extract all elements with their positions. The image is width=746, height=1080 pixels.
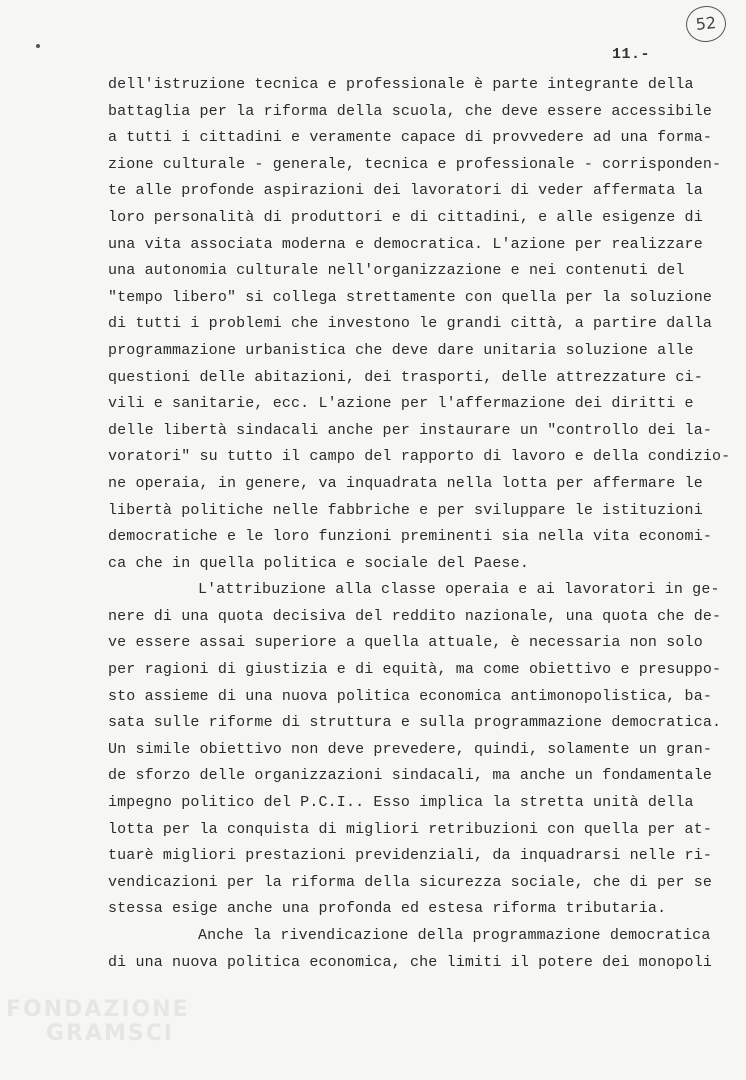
archive-watermark — [6, 998, 206, 1046]
page-number: 11.- — [612, 46, 651, 63]
text-line: ca che in quella politica e sociale del Paese. — [108, 554, 529, 572]
text-line: ne operaia, in genere, va inquadrata nella lotta per affermare le — [108, 474, 703, 492]
typed-body-text — [108, 72, 731, 976]
text-line: Un simile obiettivo non deve prevedere, quindi, solamente un gran- — [108, 740, 712, 758]
text-line: sata sulle riforme di struttura e sulla programmazione democratica. — [108, 714, 722, 732]
text-line: per ragioni di giustizia e di equità, ma come obiettivo e presuppo- — [108, 661, 722, 679]
text-line: di una nuova politica economica, che limiti il potere dei monopoli — [108, 953, 712, 971]
ink-mark — [36, 44, 40, 48]
text-line: a tutti i cittadini e veramente capace di provvedere ad una forma- — [108, 129, 712, 147]
text-line: ve essere assai superiore a quella attuale, è necessaria non solo — [108, 634, 703, 652]
text-line: nere di una quota decisiva del reddito nazionale, una quota che de- — [108, 607, 722, 625]
text-line: tuarè migliori prestazioni previdenziali, da inquadrarsi nelle ri- — [108, 847, 712, 865]
text-line: zione culturale - generale, tecnica e professionale - corrisponden- — [108, 155, 722, 173]
text-line: impegno politico del P.C.I.. Esso implica la stretta unità della — [108, 794, 694, 812]
text-line: una vita associata moderna e democratica. L'azione per realizzare — [108, 235, 703, 253]
archive-number-stamp: 52 — [684, 4, 728, 44]
text-line: sto assieme di una nuova politica economica antimonopolistica, ba- — [108, 687, 712, 705]
watermark-line: FONDAZIONE — [6, 997, 190, 1022]
text-line: dell'istruzione tecnica e professionale è parte integrante della — [108, 76, 694, 93]
text-line: vendicazioni per la riforma della sicurezza sociale, che di per se — [108, 873, 712, 891]
text-line: battaglia per la riforma della scuola, che deve essere accessibile — [108, 102, 712, 120]
text-line: stessa esige anche una profonda ed estesa riforma tributaria. — [108, 900, 667, 918]
text-line: una autonomia culturale nell'organizzazione e nei contenuti del — [108, 262, 685, 280]
text-line: vili e sanitarie, ecc. L'azione per l'affermazione dei diritti e — [108, 395, 694, 413]
watermark-line: GRAMSCI — [46, 1021, 175, 1046]
text-line: de sforzo delle organizzazioni sindacali, ma anche un fondamentale — [108, 767, 712, 785]
paragraph-start-line: L'attribuzione alla classe operaia e ai lavoratori in ge- — [198, 581, 720, 599]
text-line: delle libertà sindacali anche per instaurare un "controllo dei la- — [108, 421, 712, 439]
text-line: te alle profonde aspirazioni dei lavoratori di veder affermata la — [108, 182, 703, 200]
text-line: questioni delle abitazioni, dei trasporti, delle attrezzature ci- — [108, 368, 703, 386]
text-line: "tempo libero" si collega strettamente con quella per la soluzione — [108, 288, 712, 306]
text-line: di tutti i problemi che investono le grandi città, a partire dalla — [108, 315, 712, 333]
text-line: voratori" su tutto il campo del rapporto di lavoro e della condizio- — [108, 448, 731, 466]
text-line: libertà politiche nelle fabbriche e per sviluppare le istituzioni — [108, 501, 703, 519]
text-line: democratiche e le loro funzioni preminenti sia nella vita economi- — [108, 528, 712, 546]
text-line: lotta per la conquista di migliori retribuzioni con quella per at- — [108, 820, 712, 838]
text-line: loro personalità di produttori e di cittadini, e alle esigenze di — [108, 208, 703, 226]
paragraph-start-line: Anche la rivendicazione della programmazione democratica — [198, 927, 711, 944]
text-line: programmazione urbanistica che deve dare unitaria soluzione alle — [108, 341, 694, 359]
